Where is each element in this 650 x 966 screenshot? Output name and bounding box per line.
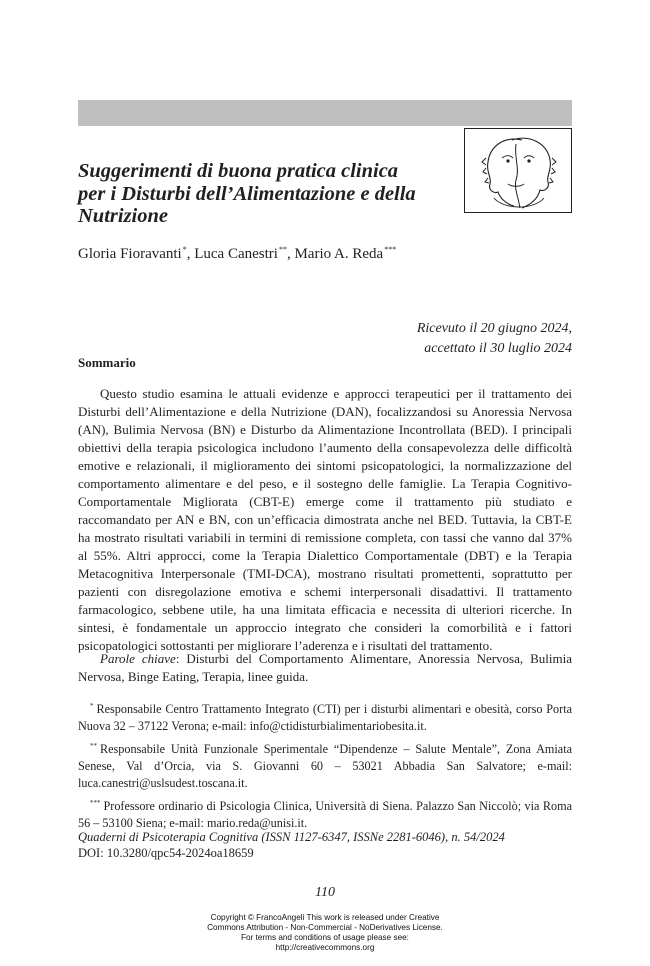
author-name: Gloria Fioravanti [78,246,182,262]
journal-name: Quaderni di Psicoterapia Cognitiva (ISSN 1127-6347, ISSNe 2281-6046), n. 54/2024 [78,830,505,844]
footnote [78,698,572,735]
footnotes [78,698,572,835]
author-separator: , [186,246,195,262]
keywords-text: : Disturbi del Comportamento Alimentare, Anoressia Nervosa, Bulimia Nervosa, Binge Eating, Terapia, linee guida. [78,651,573,684]
author-name: Luca Canestri [194,246,278,262]
author-footnote-mark: * [182,245,187,254]
footnote-text: Professore ordinario di Psicologia Clinica, Università di Siena. Palazzo San Niccolò; via Roma 56 – 53100 Siena; e-mail: mario.reda@unisi.it. [78,799,572,830]
article-title [78,160,458,228]
two-faces-line-drawing-icon [464,128,572,213]
copyright-link[interactable]: http://creativecommons.org [275,943,375,952]
title-line: Suggerimenti di buona pratica clinica [78,160,399,182]
footnote-text: Responsabile Centro Trattamento Integrato (CTI) per i disturbi alimentari e obesità, corso Porta Nuova 32 – 37122 Verona; e-mail: info@ctidisturbialimentariobesita.it. [78,702,572,733]
keywords-label: Parole chiave [100,651,176,666]
footnote-mark: * [90,702,94,710]
copyright-line: Commons Attribution - Non-Commercial - NoDerivatives License. [207,923,443,932]
author-list [78,245,396,263]
footnote-mark: *** [90,799,101,807]
summary-heading: Sommario [78,355,136,370]
keywords-paragraph [78,650,572,686]
footnote [78,738,572,792]
journal-citation [78,829,505,861]
footnote-text: Responsabile Unità Funzionale Sperimentale “Dipendenze – Salute Mentale”, Zona Amiata Senese, Val d’Orcia, via S. Giovanni 60 – 53021 Abbadia San Salvatore; e-mail: luca.canestri@uslsudest.toscana.it. [78,742,572,790]
abstract-paragraph: Questo studio esamina le attuali evidenze e approcci terapeutici per il trattamento dei Disturbi dell’Alimentazione e della Nutrizione (DAN), focalizzandosi su Anoressia Nervosa (AN), Bulimia Nervosa (BN) e Disturbo da Alimentazione Incontrollata (BED). I principali obiettivi della terapia psicologica includono l’aumento della consapevolezza delle difficoltà emotive e relazionali, il miglioramento dei sintomi psicopatologici, la normalizzazione del comportamento alimentare e del peso, e il sostegno delle famiglie. La Terapia Cognitivo-Comportamentale Migliorata (CBT-E) emerge come il trattamento più studiato e raccomandato per AN e BN, con un’efficacia dimostrata anche nel BED. Tuttavia, la CBT-E ha mostrato risultati variabili in termini di remissione completa, con tassi che vanno dal 37% al 55%. Altri approcci, come la Terapia Dialettico Comportamentale (DBT) e la Terapia Metacognitiva Interpersonale (TMI-DCA), mostrano risultati promettenti, soprattutto per pazienti con disregolazione emotiva e schemi interpersonali disadattivi. Il trattamento farmacologico, sebbene utile, ha una limitata efficacia e necessita di ulteriori ricerche. In sintesi, è fondamentale un approccio integrato che consideri la comorbilità e i fattori psicopatologici sottostanti per migliorare l’aderenza e i risultati del trattamento. [78,386,572,653]
received-date: Ricevuto il 20 giugno 2024, [416,321,572,336]
doi: DOI: 10.3280/qpc54-2024oa18659 [78,846,254,860]
author-footnote-mark: ** [278,245,287,254]
received-dates [417,319,572,359]
copyright-notice [0,913,650,953]
copyright-line: For terms and conditions of usage please see: [241,933,409,942]
title-line: Nutrizione [78,205,168,227]
author-name: Mario A. Reda [294,246,384,262]
author-footnote-mark: *** [384,245,397,254]
copyright-line: Copyright © FrancoAngeli This work is released under Creative [210,913,440,922]
title-line: per i Disturbi dell’Alimentazione e della [78,182,416,205]
page-number: 110 [315,885,335,900]
footnote [78,795,572,832]
author-separator: , [286,246,295,262]
header-band [78,100,572,126]
accepted-date: accettato il 30 luglio 2024 [424,341,572,356]
footnote-mark: ** [90,742,97,750]
